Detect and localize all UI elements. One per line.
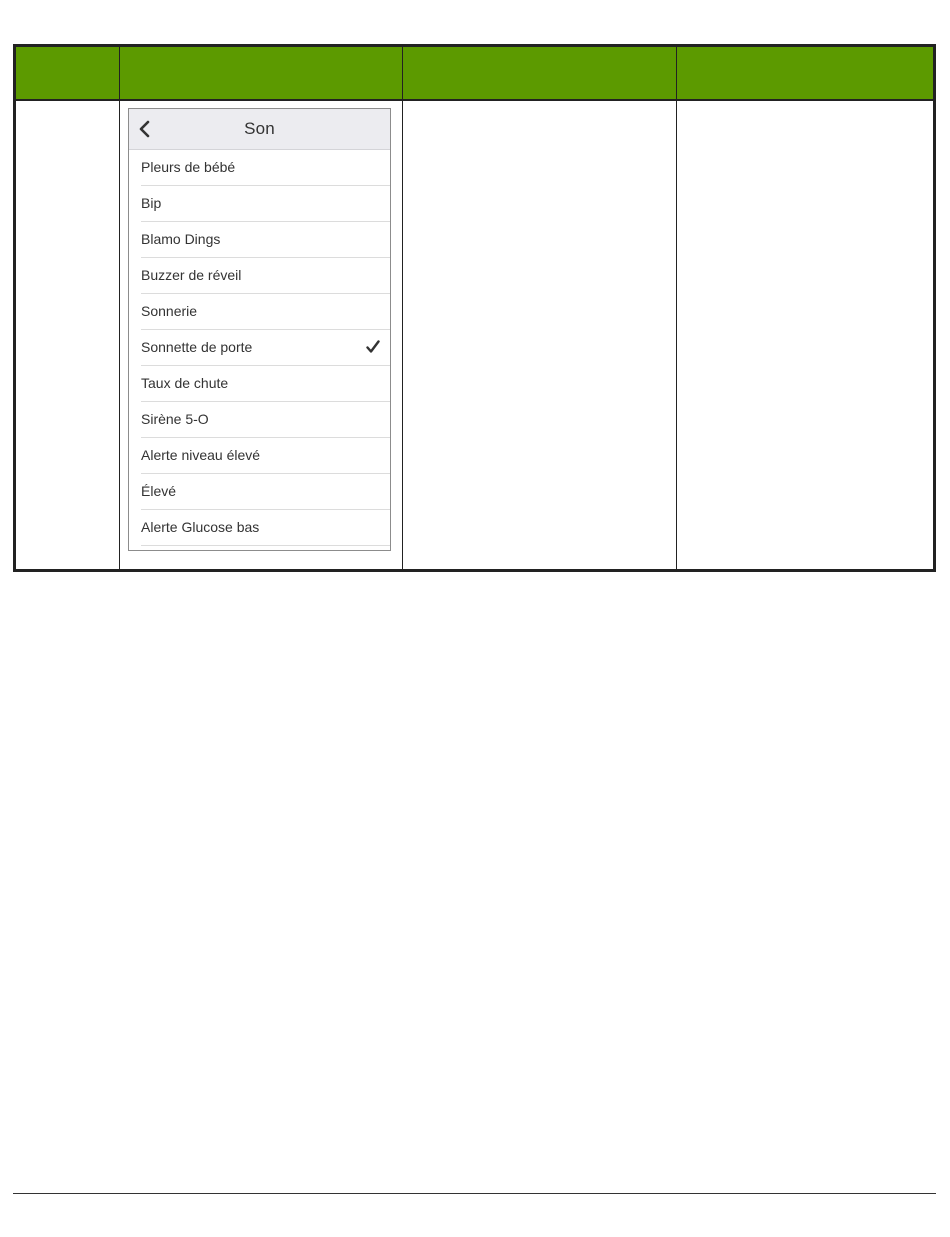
screen-title: Son: [244, 119, 275, 138]
table-body-cell: [403, 101, 676, 569]
sound-option[interactable]: [141, 438, 390, 474]
sound-settings-screenshot: [128, 108, 391, 551]
footer-divider: [13, 1193, 936, 1194]
navigation-bar: [129, 109, 390, 150]
sound-option[interactable]: [141, 258, 390, 294]
table-body-cell: [677, 101, 933, 569]
sound-option-label: Buzzer de réveil: [141, 267, 242, 283]
table-header-row: [16, 47, 933, 101]
sound-option[interactable]: [141, 474, 390, 510]
sound-option-label: Sonnette de porte: [141, 339, 253, 355]
sound-option[interactable]: [141, 294, 390, 330]
sound-option-label: Sirène 5-O: [141, 411, 209, 427]
sound-option[interactable]: [141, 510, 390, 546]
sound-option[interactable]: [141, 366, 390, 402]
sound-option-label: Bip: [141, 195, 162, 211]
column-divider: [119, 47, 120, 569]
table-header-cell: [403, 47, 676, 99]
sound-option[interactable]: [141, 330, 390, 366]
table-header-cell: [120, 47, 402, 99]
sound-option[interactable]: [141, 222, 390, 258]
sound-option-label: Blamo Dings: [141, 231, 221, 247]
sound-option-label: Alerte niveau élevé: [141, 447, 261, 463]
sound-option-label: Alerte Glucose bas: [141, 519, 260, 535]
sound-option-label: Pleurs de bébé: [141, 159, 236, 175]
sound-option[interactable]: [141, 186, 390, 222]
table-body-cell: [16, 101, 119, 569]
table-header-cell: [16, 47, 119, 99]
sound-option-label: Élevé: [141, 483, 177, 499]
sound-list: [129, 150, 390, 546]
sound-option-label: Taux de chute: [141, 375, 229, 391]
table-header-cell: [677, 47, 933, 99]
sound-option[interactable]: [141, 402, 390, 438]
sound-option-label: Sonnerie: [141, 303, 198, 319]
sound-option[interactable]: [141, 150, 390, 186]
checkmark-icon: [366, 340, 380, 354]
